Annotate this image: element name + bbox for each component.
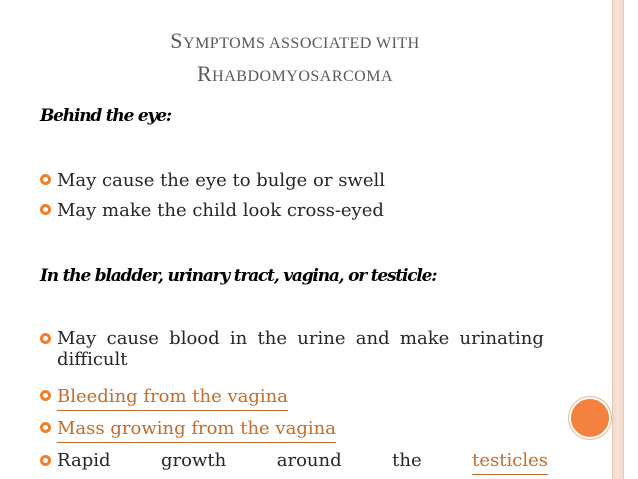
bullet-icon bbox=[40, 390, 51, 401]
list-item bbox=[40, 386, 548, 407]
word: growth bbox=[161, 450, 227, 471]
decorative-orange-circle bbox=[569, 397, 611, 439]
list-item-text: May cause the eye to bulge or swell bbox=[57, 170, 385, 191]
justified-words bbox=[57, 328, 544, 349]
list-item-line-1 bbox=[40, 328, 548, 349]
word: urine bbox=[297, 328, 346, 349]
title-line-1-rest: YMPTOMS ASSOCIATED WITH bbox=[183, 35, 420, 52]
list-item bbox=[40, 450, 548, 475]
bullet-icon bbox=[40, 333, 51, 344]
title-line-1-initial: S bbox=[170, 28, 184, 53]
list-item-text: May make the child look cross-eyed bbox=[57, 200, 384, 221]
title-line-2-initial: R bbox=[196, 61, 213, 86]
word: Rapid bbox=[57, 450, 111, 471]
bleeding-link[interactable]: Bleeding from the vagina bbox=[57, 386, 288, 411]
title-line-1 bbox=[60, 26, 530, 59]
word: the bbox=[257, 328, 288, 349]
word: cause bbox=[106, 328, 159, 349]
list-item bbox=[40, 418, 548, 439]
list-item bbox=[40, 200, 548, 221]
bullet-icon bbox=[40, 204, 51, 215]
slide-title bbox=[60, 26, 530, 92]
right-border-line bbox=[617, 0, 618, 479]
word: blood bbox=[169, 328, 220, 349]
word: around bbox=[276, 450, 342, 471]
title-line-2-rest: HABDOMYOSARCOMA bbox=[212, 68, 394, 85]
justified-words bbox=[57, 450, 548, 475]
title-line-2 bbox=[60, 59, 530, 92]
word: and bbox=[355, 328, 390, 349]
section-heading-eye: Behind the eye: bbox=[40, 106, 171, 126]
word: make bbox=[399, 328, 450, 349]
section-heading-bladder: In the bladder, urinary tract, vagina, or testicle: bbox=[40, 266, 437, 286]
list-item-line-2: difficult bbox=[57, 349, 128, 370]
word: May bbox=[57, 328, 97, 349]
bullet-icon bbox=[40, 455, 51, 466]
bullet-icon bbox=[40, 422, 51, 433]
testicles-link[interactable]: testicles bbox=[472, 450, 548, 475]
list-item bbox=[40, 170, 548, 191]
word: the bbox=[392, 450, 422, 471]
bullet-icon bbox=[40, 174, 51, 185]
mass-link[interactable]: Mass growing from the vagina bbox=[57, 418, 336, 443]
word: urinating bbox=[459, 328, 544, 349]
right-decorative-border bbox=[612, 0, 624, 479]
word: in bbox=[229, 328, 248, 349]
list-item bbox=[40, 328, 548, 370]
